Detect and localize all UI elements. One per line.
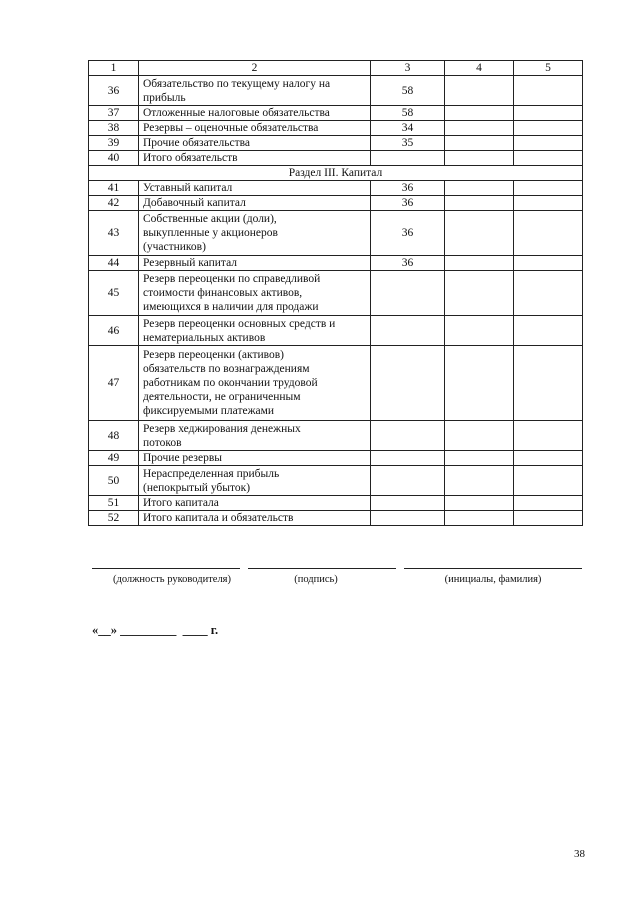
col4-cell [445,76,514,106]
col5-cell [514,256,583,271]
row-number: 43 [89,211,139,256]
row-label-line: (участников) [143,241,206,253]
row-label-line: Резерв переоценки основных средств и [143,317,336,330]
col4-cell [445,196,514,211]
table-row [89,271,583,316]
col5-cell [514,466,583,496]
note-cell: 36 [371,256,445,271]
table-row [89,466,583,496]
row-number: 36 [89,76,139,106]
row-number: 50 [89,466,139,496]
signature-caption: (подпись) [294,574,338,585]
row-label-line: Резерв переоценки (активов) [143,349,284,361]
row-label-line: Резервный капитал [143,257,238,269]
row-label-line: нематериальных активов [143,331,266,344]
row-label [139,466,371,496]
column-header-1: 1 [89,61,139,76]
note-cell: 35 [371,136,445,151]
row-label-line: фиксируемыми платежами [143,405,275,417]
row-label-line: Собственные акции (доли), [143,213,277,225]
row-label [139,511,371,526]
row-label-line: Обязательство по текущему налогу на [143,77,331,90]
note-cell [371,346,445,421]
row-label [139,421,371,451]
row-label [139,256,371,271]
row-number: 38 [89,121,139,136]
row-label-line: Резерв переоценки по справедливой [143,273,321,285]
col4-cell [445,496,514,511]
col4-cell [445,271,514,316]
table-row [89,511,583,526]
row-label-line: Прочие обязательства [143,137,251,149]
row-label [139,121,371,136]
col5-cell [514,451,583,466]
col4-cell [445,511,514,526]
row-number: 52 [89,511,139,526]
table-row [89,196,583,211]
report-table [88,60,583,526]
row-number: 49 [89,451,139,466]
row-number: 44 [89,256,139,271]
row-number: 39 [89,136,139,151]
row-label-line: Итого капитала и обязательств [143,512,294,524]
col5-cell [514,496,583,511]
row-number: 40 [89,151,139,166]
table-header-row [89,61,583,76]
row-label-line: Отложенные налоговые обязательства [143,107,330,119]
row-label [139,211,371,256]
row-label [139,451,371,466]
position-line [92,568,240,569]
table-row [89,496,583,511]
row-label-line: Прочие резервы [143,452,222,464]
col5-cell [514,181,583,196]
col4-cell [445,211,514,256]
section-header-row [89,166,583,181]
col5-cell [514,346,583,421]
note-cell: 36 [371,211,445,256]
row-number: 48 [89,421,139,451]
table-row [89,181,583,196]
row-label [139,196,371,211]
name-line [404,568,582,569]
col5-cell [514,196,583,211]
section-title: Раздел III. Капитал [89,166,583,181]
row-number: 47 [89,346,139,421]
table-row [89,451,583,466]
note-cell: 36 [371,181,445,196]
row-label [139,136,371,151]
note-cell [371,496,445,511]
row-label-line: имеющихся в наличии для продажи [143,301,319,313]
note-cell: 36 [371,196,445,211]
col5-cell [514,511,583,526]
col5-cell [514,316,583,346]
col5-cell [514,271,583,316]
table-row [89,121,583,136]
row-label [139,76,371,106]
row-label [139,151,371,166]
row-label-line: Добавочный капитал [143,197,246,209]
col5-cell [514,121,583,136]
row-label [139,106,371,121]
table-row [89,211,583,256]
col4-cell [445,316,514,346]
table-row [89,346,583,421]
note-cell [371,511,445,526]
col4-cell [445,151,514,166]
col5-cell [514,151,583,166]
row-label [139,346,371,421]
table-row [89,151,583,166]
col5-cell [514,106,583,121]
row-number: 42 [89,196,139,211]
row-label-line: Резервы – оценочные обязательства [143,122,319,134]
row-label-line: Итого капитала [143,497,219,509]
row-label [139,181,371,196]
note-cell: 58 [371,106,445,121]
col4-cell [445,181,514,196]
row-label [139,316,371,346]
signature-line [248,568,396,569]
column-header-2: 2 [139,61,371,76]
col4-cell [445,136,514,151]
row-label-line: прибыль [143,91,186,104]
col5-cell [514,211,583,256]
table-row [89,256,583,271]
note-cell: 58 [371,76,445,106]
table-row [89,76,583,106]
row-label-line: работникам по окончании трудовой [143,377,318,389]
row-label [139,496,371,511]
row-label-line: Нераспределенная прибыль [143,467,280,480]
table-row [89,316,583,346]
note-cell [371,421,445,451]
row-label-line: Уставный капитал [143,182,233,194]
table-row [89,136,583,151]
name-caption: (инициалы, фамилия) [444,574,542,585]
column-header-3: 3 [371,61,445,76]
note-cell [371,316,445,346]
row-number: 51 [89,496,139,511]
row-label-line: выкупленные у акционеров [143,227,278,239]
position-caption: (должность руководителя) [112,574,232,585]
table-row [89,106,583,121]
signature-block [92,568,582,598]
row-label-line: потоков [143,436,182,449]
column-header-5: 5 [514,61,583,76]
note-cell [371,151,445,166]
date-line: «__» _________ ____ г. [92,623,219,637]
column-header-4: 4 [445,61,514,76]
col4-cell [445,106,514,121]
note-cell [371,451,445,466]
row-number: 46 [89,316,139,346]
page-number: 38 [574,848,585,860]
row-label-line: Итого обязательств [143,152,238,164]
row-label-line: (непокрытый убыток) [143,481,251,494]
row-label [139,271,371,316]
row-number: 45 [89,271,139,316]
table-row [89,421,583,451]
col4-cell [445,256,514,271]
col4-cell [445,466,514,496]
note-cell [371,271,445,316]
col5-cell [514,76,583,106]
col5-cell [514,136,583,151]
row-label-line: обязательств по вознаграждениям [143,363,310,375]
col4-cell [445,346,514,421]
col4-cell [445,121,514,136]
note-cell [371,466,445,496]
report-table-body [89,61,583,526]
row-number: 37 [89,106,139,121]
col4-cell [445,421,514,451]
note-cell: 34 [371,121,445,136]
col4-cell [445,451,514,466]
row-label-line: Резерв хеджирования денежных [143,422,301,435]
row-number: 41 [89,181,139,196]
row-label-line: стоимости финансовых активов, [143,287,303,299]
row-label-line: деятельности, не ограниченным [143,391,301,403]
col5-cell [514,421,583,451]
